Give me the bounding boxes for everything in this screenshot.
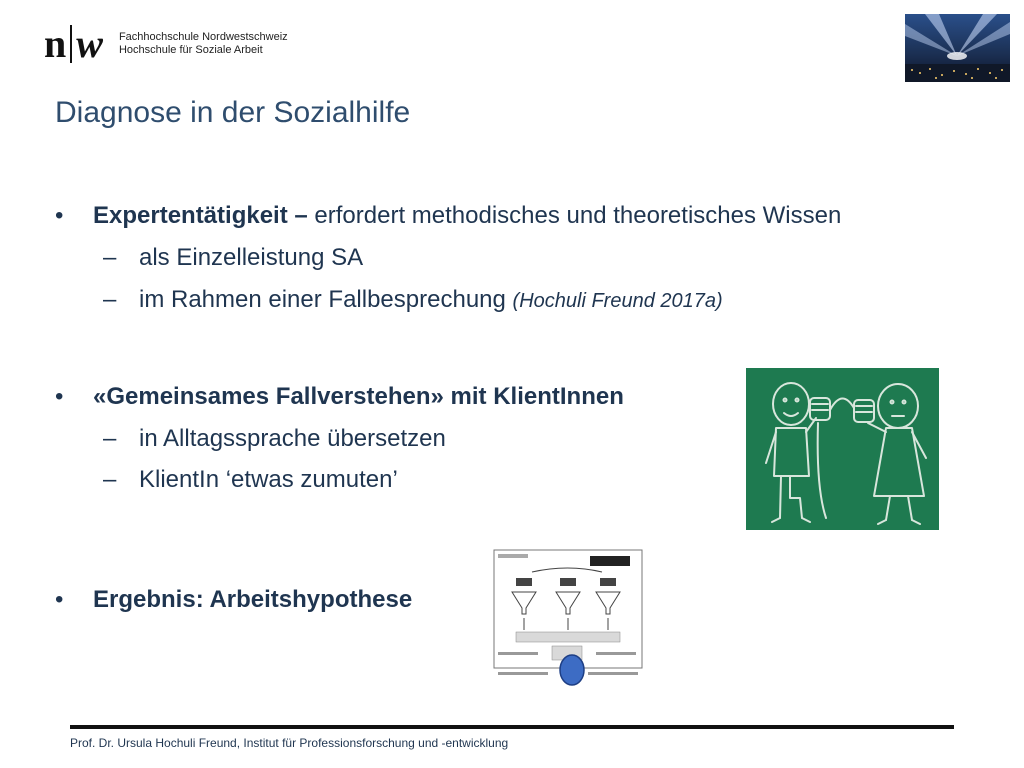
- sub-bullet-1-1: [103, 244, 363, 272]
- citation: (Hochuli Freund 2017a): [512, 290, 723, 312]
- sub-bullet-text: KlientIn ‘etwas zumuten’: [139, 466, 398, 493]
- sub-bullet-1-2: [103, 286, 723, 314]
- logo-n: n: [44, 21, 67, 66]
- dash-glyph: –: [103, 286, 117, 313]
- slide-title: Diagnose in der Sozialhilfe: [55, 96, 411, 129]
- logo-divider: [70, 25, 72, 63]
- sub-bullet-text: im Rahmen einer Fallbesprechung: [139, 286, 513, 313]
- bullet-2-bold: «Gemeinsames Fallverstehen» mit KlientInnen: [93, 383, 624, 410]
- sub-bullet-2-1: [103, 425, 446, 453]
- bullet-1-rest: erfordert methodisches und theoretisches Wissen: [307, 202, 842, 229]
- school-line-1: Fachhochschule Nordwestschweiz: [118, 31, 288, 43]
- dash-glyph: –: [103, 244, 117, 271]
- funnel-process-diagram: [492, 548, 644, 688]
- footer-rule: [70, 725, 954, 729]
- dash-glyph: –: [103, 425, 117, 452]
- logo-mark: [44, 21, 103, 66]
- sub-bullet-text: als Einzelleistung SA: [139, 244, 364, 271]
- bullet-glyph: •: [55, 202, 64, 229]
- bullet-2: [55, 383, 624, 411]
- sub-bullet-text: in Alltagssprache übersetzen: [139, 425, 446, 452]
- bullet-3-bold: Ergebnis: Arbeitshypothese: [93, 586, 413, 613]
- footer-text: Prof. Dr. Ursula Hochuli Freund, Institut für Professionsforschung und -entwicklung: [70, 736, 509, 750]
- dash-glyph: –: [103, 466, 117, 493]
- school-line-2: Hochschule für Soziale Arbeit: [118, 44, 263, 56]
- bullet-glyph: •: [55, 586, 64, 613]
- chalkboard-drawing: [746, 368, 939, 530]
- bullet-glyph: •: [55, 383, 64, 410]
- school-name: [119, 31, 288, 57]
- bullet-1: [55, 202, 841, 230]
- fhnw-logo: [44, 22, 288, 66]
- sub-bullet-2-2: [103, 466, 398, 494]
- bullet-1-bold: Expertentätigkeit –: [93, 202, 308, 229]
- bullet-3: [55, 586, 412, 614]
- logo-w: w: [76, 21, 103, 66]
- city-night-photo: [905, 14, 1010, 82]
